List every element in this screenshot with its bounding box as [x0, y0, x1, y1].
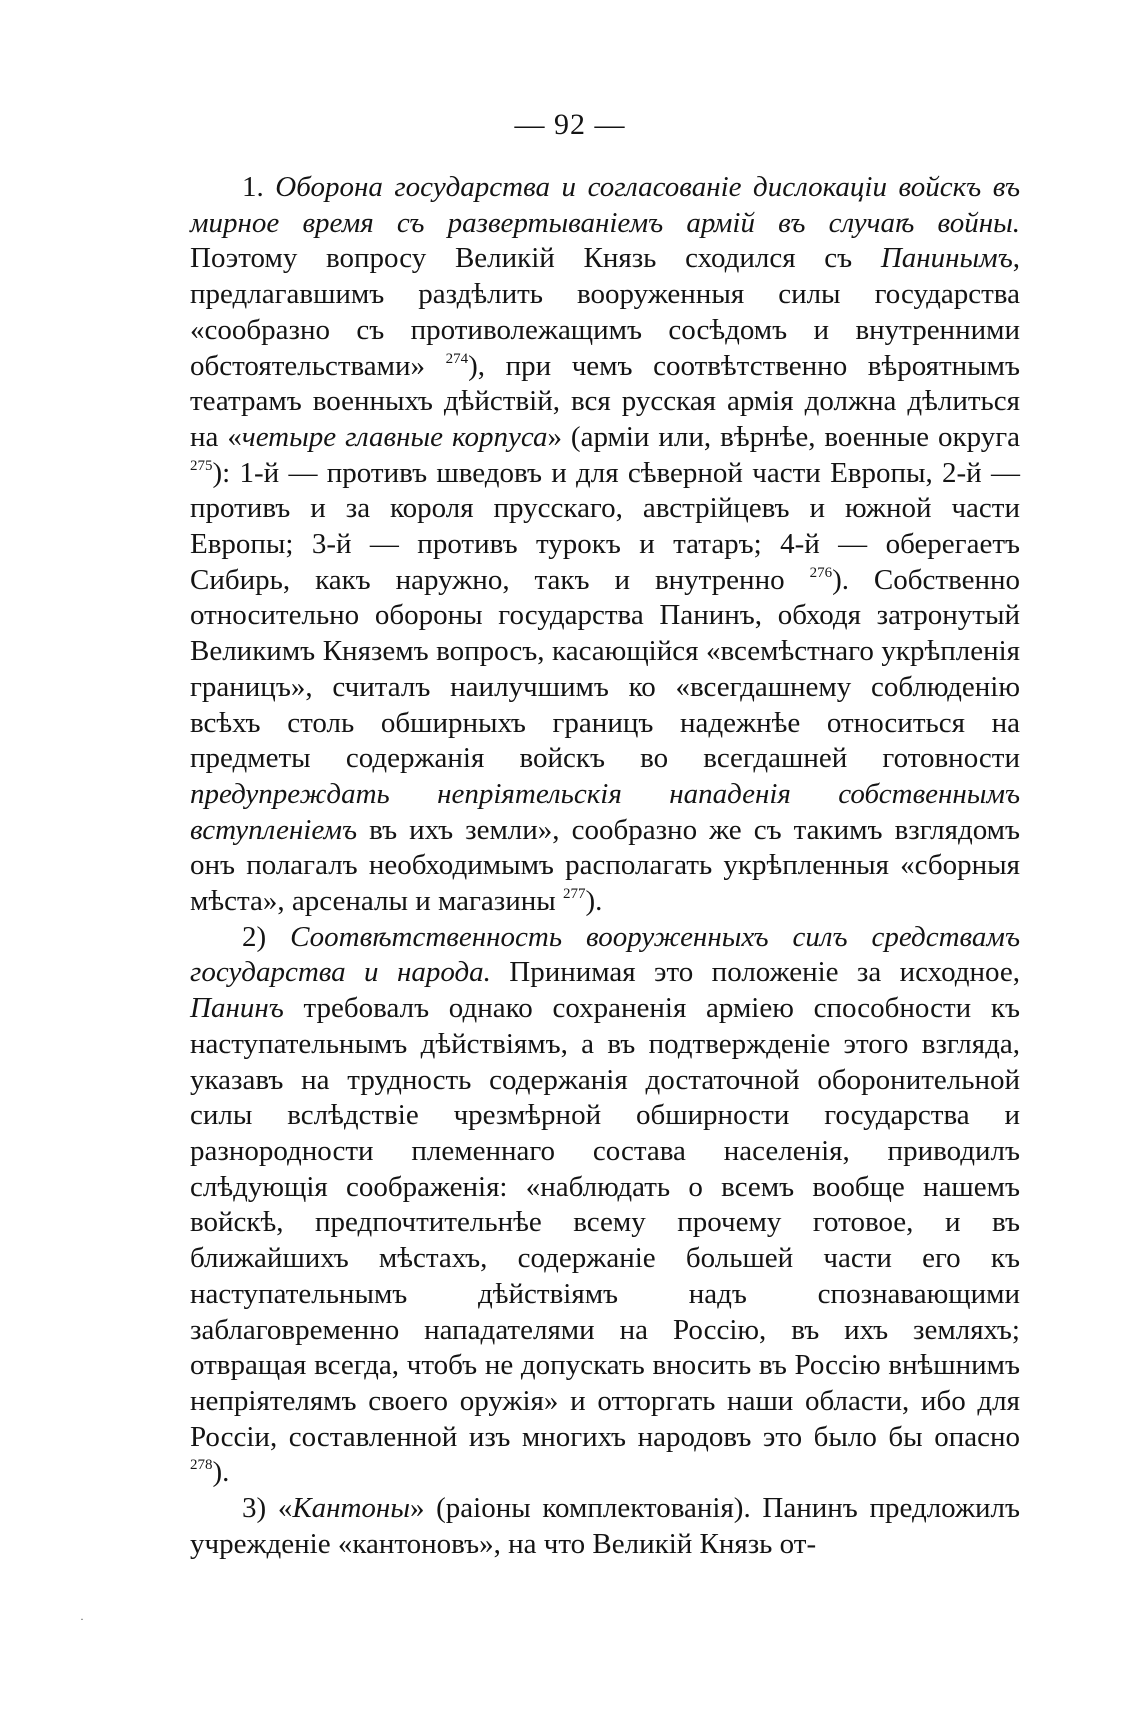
emphasis-phrase: четыре главные корпуса	[241, 420, 548, 453]
paragraph-2	[190, 920, 1020, 1491]
paragraph-1-text: ). Собственно относительно обороны государства Панинъ, обходя затронутый Великимъ Княземъ вопросъ, касающійся «всемѣстнаго укрѣпленія границъ», считалъ наилучшимъ ко «всегдашнему соблюденію всѣхъ столь обширныхъ границъ надежнѣе относиться на предметы содержанія войскъ во всегдашней готовности	[190, 563, 1021, 775]
paragraph-1-text: Поэтому вопросу Великій Князь сходился съ	[190, 242, 881, 275]
footnote-ref-275: 275	[190, 457, 213, 474]
paragraph-3-heading: Кантоны	[292, 1492, 410, 1525]
footnote-ref-277: 277	[562, 886, 586, 903]
paragraph-1-number: 1.	[242, 171, 276, 203]
footnote-ref-278: 278	[190, 1457, 213, 1474]
page-number: — 92 —	[514, 108, 626, 141]
paragraph-3-number: 3) «	[242, 1492, 293, 1525]
paragraph-2-heading: Соотвѣтственность вооруженныхъ силъ средствамъ государства и народа.	[190, 920, 1020, 989]
paragraph-1-heading: Оборона государства и согласованіе дислокаціи войскъ въ мирное время съ развертываніемъ армій въ случаѣ войны.	[190, 171, 1021, 239]
paragraph-1-text: въ ихъ земли», сообразно же съ такимъ взглядомъ онъ полагалъ необходимымъ располагать укрѣпленныя «сборныя мѣста», арсеналы и магазины	[190, 813, 1020, 918]
body-text	[190, 170, 1020, 1562]
paragraph-2-text: ).	[212, 1456, 230, 1489]
paragraph-1-text: , предлагавшимъ раздѣлить вооруженныя силы государства «сообразно съ противолежащимъ сосѣдомъ и внутренними обстоятельствами»	[190, 242, 1020, 382]
paragraph-2-text: требовалъ однако сохраненія арміею способности къ наступательнымъ дѣйствіямъ, а въ подтвержденіе этого взгляда, указавъ на трудность содержанія достаточной оборонительной силы вслѣдствіе чрезмѣрной обширности государства и разнородности племеннаго состава населенія, приводилъ слѣдующія соображенія: «наблюдать о всемъ вообще нашемъ войскѣ, предпочтительнѣе всему прочему готовое, и въ ближайшихъ мѣстахъ, содержаніе большей части его къ наступательнымъ дѣйствіямъ надъ спознавающими заблаговременно нападателями на Россію, въ ихъ земляхъ; отвращая всегда, чтобъ не допускать вносить въ Россію внѣшнимъ непріятелямъ своего оружія» и отторгать наши области, ибо для Россіи, составленной изъ многихъ народовъ это было бы опасно	[190, 992, 1020, 1453]
paragraph-1-text: ), при чемъ соотвѣтственно вѣроятнымъ театрамъ военныхъ дѣйствій, вся русская армія должна дѣлиться на «	[190, 349, 1021, 453]
paragraph-1	[190, 170, 1020, 920]
paragraph-2-number: 2)	[242, 920, 291, 953]
paragraph-3	[190, 1491, 1020, 1562]
footnote-ref-276: 276	[809, 564, 833, 581]
scan-speck: ·	[80, 1612, 84, 1626]
paragraph-2-text: Принимая это положеніе за исходное,	[490, 956, 1020, 989]
paragraph-1-text: » (арміи или, вѣрнѣе, военные округа	[547, 420, 1020, 453]
paragraph-3-text: » (раіоны комплектованія). Панинъ предложилъ учрежденіе «кантоновъ», на что Великій Князь от-	[190, 1492, 1020, 1560]
person-name-panin: Панинъ	[190, 992, 284, 1025]
paragraph-1-text: ): 1-й — противъ шведовъ и для сѣверной части Европы, 2-й — противъ и за короля прусскаго, австрійцевъ и южной части Европы; 3-й — противъ турокъ и татаръ; 4-й — оберегаетъ Сибирь, какъ наружно, такъ и внутренно	[190, 456, 1020, 596]
paragraph-1-text: ).	[585, 885, 603, 918]
emphasis-phrase: предупреждать непріятельскія нападенія собственнымъ вступленіемъ	[190, 777, 1020, 846]
person-name-panin: Панинымъ	[880, 242, 1013, 275]
footnote-ref-274: 274	[445, 350, 469, 367]
